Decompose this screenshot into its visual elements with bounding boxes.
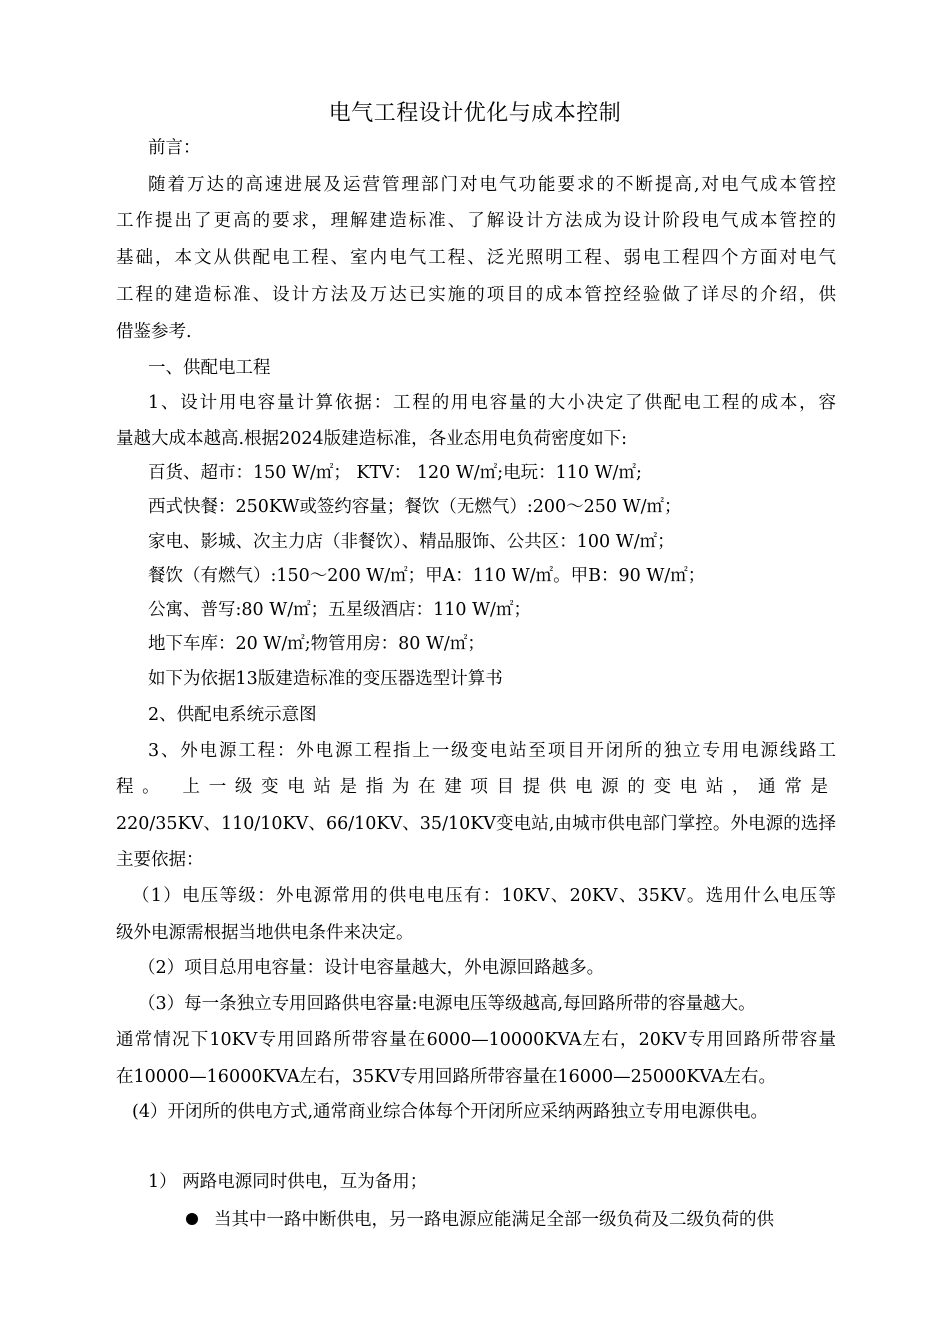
preface-line: 借鉴参考.: [116, 322, 192, 342]
preface-heading: 前言：: [148, 138, 201, 158]
load-line: 百货、超市：150 W/㎡； KTV： 120 W/㎡;电玩：110 W/㎡;: [148, 463, 642, 483]
sub2-line: （2）项目总用电容量：设计电容量越大，外电源回路越多。: [138, 958, 605, 978]
item3-line: 主要依据：: [116, 850, 204, 870]
sub1-line: （1）电压等级：外电源常用的供电电压有：10KV、20KV、35KV。选用什么电压等: [132, 886, 836, 906]
sub3-line: 通常情况下10KV专用回路所带容量在6000—10000KVA左右，20KV专用回路所带容量: [116, 1030, 836, 1050]
preface-line: 工程的建造标准、设计方法及万达已实施的项目的成本管控经验做了详尽的介绍，供: [116, 285, 836, 305]
bullet-item: [186, 1207, 836, 1233]
item3-line: 程。 上一级变电站是指为在建项目提供电源的变电站，通常是: [116, 777, 836, 797]
calc-note: 如下为依据13版建造标准的变压器选型计算书: [148, 669, 503, 689]
item1-line: 1、设计用电容量计算依据：工程的用电容量的大小决定了供配电工程的成本，容: [148, 393, 836, 413]
item3-line: 3、外电源工程：外电源工程指上一级变电站至项目开闭所的独立专用电源线路工: [148, 741, 836, 761]
document-title: 电气工程设计优化与成本控制: [328, 101, 622, 126]
sub3-line: 在10000—16000KVA左右，35KV专用回路所带容量在16000—25000KVA左右。: [116, 1067, 776, 1087]
preface-line: 随着万达的高速进展及运营管理部门对电气功能要求的不断提高,对电气成本管控: [148, 175, 836, 195]
preface-line: 工作提出了更高的要求，理解建造标准、了解设计方法成为设计阶段电气成本管控的: [116, 211, 836, 231]
load-line: 地下车库：20 W/㎡;物管用房：80 W/㎡；: [148, 634, 485, 654]
numbered-item: 1） 两路电源同时供电，互为备用；: [148, 1172, 428, 1192]
sub3-line: （3）每一条独立专用回路供电容量:电源电压等级越高,每回路所带的容量越大。: [138, 994, 756, 1014]
item2-line: 2、供配电系统示意图: [148, 705, 317, 725]
section-heading: 一、供配电工程: [148, 358, 271, 378]
load-line: 家电、影城、次主力店（非餐饮）、精品服饰、公共区：100 W/㎡；: [148, 532, 675, 552]
item3-line: 220/35KV、110/10KV、66/10KV、35/10KV变电站,由城市供电部门掌控。外电源的选择: [116, 814, 836, 834]
load-line: 西式快餐：250KW或签约容量；餐饮（无燃气）:200～250 W/㎡；: [148, 497, 682, 517]
item1-line: 量越大成本越高.根据2024版建造标准，各业态用电负荷密度如下:: [116, 429, 627, 449]
sub1-line: 级外电源需根据当地供电条件来决定。: [116, 923, 414, 943]
preface-line: 基础，本文从供配电工程、室内电气工程、泛光照明工程、弱电工程四个方面对电气: [116, 248, 836, 268]
sub4-line: (4）开闭所的供电方式,通常商业综合体每个开闭所应采纳两路独立专用电源供电。: [132, 1102, 769, 1122]
bullet-dot-icon: [186, 1213, 198, 1225]
load-line: 餐饮（有燃气）:150～200 W/㎡；甲A：110 W/㎡。甲B：90 W/㎡；: [148, 566, 706, 586]
load-line: 公寓、普写:80 W/㎡；五星级酒店：110 W/㎡；: [148, 600, 531, 620]
bullet-text: 当其中一路中断供电，另一路电源应能满足全部一级负荷及二级负荷的供: [214, 1210, 774, 1230]
